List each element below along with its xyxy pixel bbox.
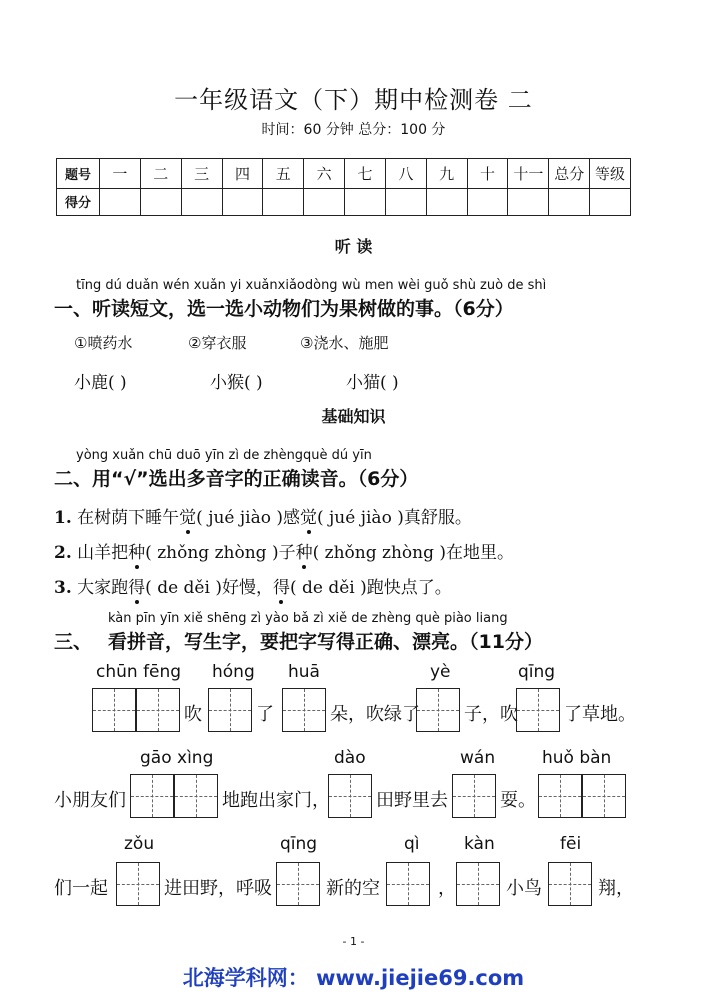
q2-polyphone: 觉 bbox=[179, 508, 197, 528]
q3-text: 耍。 bbox=[500, 790, 536, 811]
q3-text: 了 bbox=[256, 704, 274, 725]
q2-item-3 bbox=[54, 573, 452, 598]
q1-answer-cat[interactable]: 小猫( ) bbox=[346, 373, 399, 393]
pinyin-chun-feng: chūn fēng bbox=[96, 662, 182, 682]
q2-choice[interactable]: ( jué jiào )真舒服。 bbox=[317, 508, 472, 528]
score-cell[interactable] bbox=[385, 188, 426, 215]
q3-text: 地跑出家门， bbox=[222, 790, 330, 811]
q3-text: ， bbox=[438, 878, 456, 899]
q3-text: 翔， bbox=[598, 878, 634, 899]
score-col: 九 bbox=[426, 159, 467, 189]
q3-question: 看拼音，写生字，要把字写得正确、漂亮。（11分） bbox=[108, 631, 543, 653]
q2-item-number: 2. bbox=[54, 543, 72, 563]
q2-item-number: 1. bbox=[54, 508, 72, 528]
q3-text: 朵，吹绿了 bbox=[330, 704, 420, 725]
q2-text: 在树荫下睡午 bbox=[77, 508, 180, 528]
score-table-label-score: 得分 bbox=[57, 188, 100, 215]
q1-answer-monkey[interactable]: 小猴( ) bbox=[210, 373, 263, 393]
score-col: 等级 bbox=[590, 159, 631, 189]
score-cell[interactable] bbox=[590, 188, 631, 215]
q3-number: 三、 bbox=[54, 631, 93, 653]
page-number: - 1 - bbox=[342, 935, 365, 948]
score-col: 二 bbox=[140, 159, 181, 189]
score-cell[interactable] bbox=[467, 188, 508, 215]
exam-time-score: 时间：60 分钟 总分：100 分 bbox=[261, 122, 446, 138]
q3-text: 田野里去 bbox=[376, 790, 448, 811]
q1-option-2: ②穿衣服 bbox=[188, 334, 247, 352]
score-table-header-row bbox=[57, 159, 631, 189]
score-table-label-question: 题号 bbox=[57, 159, 100, 189]
score-cell[interactable] bbox=[140, 188, 181, 215]
score-col: 四 bbox=[222, 159, 263, 189]
q2-polyphone: 种 bbox=[128, 543, 146, 563]
score-cell[interactable] bbox=[100, 188, 141, 215]
q2-item-1 bbox=[54, 503, 472, 528]
q2-polyphone: 种 bbox=[295, 543, 313, 563]
q2-choice[interactable]: ( de děi )好慢， bbox=[145, 578, 273, 598]
q2-polyphone: 觉 bbox=[300, 508, 317, 528]
pinyin-ye: yè bbox=[430, 662, 451, 682]
page-title: 一年级语文（下）期中检测卷 二 bbox=[174, 86, 533, 114]
q2-question: 二、用“√”选出多音字的正确读音。（6分） bbox=[54, 468, 419, 490]
pinyin-fei: fēi bbox=[560, 834, 582, 854]
writing-box[interactable] bbox=[548, 862, 592, 906]
writing-box[interactable] bbox=[386, 862, 430, 906]
score-cell[interactable] bbox=[222, 188, 263, 215]
score-col: 五 bbox=[263, 159, 304, 189]
q2-choice[interactable]: ( de děi )跑快点了。 bbox=[289, 578, 452, 598]
pinyin-qi: qì bbox=[404, 834, 420, 854]
q2-choice[interactable]: ( zhǒng zhòng )在地里。 bbox=[312, 543, 514, 563]
score-col: 七 bbox=[345, 159, 386, 189]
q2-polyphone: 得 bbox=[128, 578, 146, 598]
writing-box[interactable] bbox=[130, 774, 174, 818]
q2-pinyin: yòng xuǎn chū duō yīn zì de zhèngquè dú yīn bbox=[76, 448, 372, 463]
writing-box[interactable] bbox=[276, 862, 320, 906]
score-col: 三 bbox=[181, 159, 222, 189]
score-cell[interactable] bbox=[181, 188, 222, 215]
score-cell[interactable] bbox=[426, 188, 467, 215]
q1-answer-deer[interactable]: 小鹿( ) bbox=[74, 373, 127, 393]
pinyin-zou: zǒu bbox=[124, 834, 155, 854]
score-col: 十一 bbox=[508, 159, 549, 189]
writing-box[interactable] bbox=[328, 774, 372, 818]
q3-text: 小鸟 bbox=[506, 878, 542, 899]
writing-box[interactable] bbox=[174, 774, 218, 818]
section-listen: 听 读 bbox=[334, 237, 373, 256]
score-cell[interactable] bbox=[304, 188, 345, 215]
q3-text: 吹 bbox=[184, 704, 202, 725]
q3-text: 们一起 bbox=[54, 878, 108, 899]
pinyin-hua: huā bbox=[288, 662, 320, 682]
writing-box[interactable] bbox=[452, 774, 496, 818]
writing-box[interactable] bbox=[136, 688, 180, 732]
q3-text: 新的空 bbox=[326, 878, 380, 899]
score-col: 总分 bbox=[549, 159, 590, 189]
score-col: 十 bbox=[467, 159, 508, 189]
score-cell[interactable] bbox=[508, 188, 549, 215]
writing-box[interactable] bbox=[516, 688, 560, 732]
pinyin-huo-ban: huǒ bàn bbox=[542, 748, 612, 768]
q3-text: 了草地。 bbox=[564, 704, 636, 725]
q3-text: 小朋友们 bbox=[54, 790, 126, 811]
q2-choice[interactable]: ( zhǒng zhòng )子 bbox=[145, 543, 296, 563]
pinyin-qing: qīng bbox=[518, 662, 556, 682]
q2-polyphone: 得 bbox=[272, 578, 290, 598]
writing-box[interactable] bbox=[92, 688, 136, 732]
writing-box[interactable] bbox=[282, 688, 326, 732]
pinyin-qing: qīng bbox=[280, 834, 318, 854]
score-table bbox=[56, 158, 631, 216]
writing-box[interactable] bbox=[116, 862, 160, 906]
q3-text: 进田野，呼吸 bbox=[164, 878, 272, 899]
section-basic: 基础知识 bbox=[321, 407, 386, 426]
q2-item-number: 3. bbox=[54, 578, 72, 598]
q1-option-3: ③浇水、施肥 bbox=[300, 334, 389, 352]
q1-pinyin: tīng dú duǎn wén xuǎn yi xuǎnxiǎodòng wù men wèi guǒ shù zuò de shì bbox=[76, 278, 547, 293]
footer-watermark[interactable]: 北海学科网： www.jiejie69.com bbox=[182, 966, 525, 990]
q2-text: 大家跑 bbox=[77, 578, 129, 598]
q1-question: 一、听读短文，选一选小动物们为果树做的事。（6分） bbox=[54, 298, 514, 320]
score-col: 八 bbox=[385, 159, 426, 189]
pinyin-wan: wán bbox=[460, 748, 496, 768]
score-cell[interactable] bbox=[345, 188, 386, 215]
pinyin-gao-xing: gāo xìng bbox=[140, 748, 214, 768]
q3-pinyin: kàn pīn yīn xiě shēng zì yào bǎ zì xiě de zhèng què piào liang bbox=[108, 611, 508, 626]
q2-choice[interactable]: ( jué jiào )感 bbox=[196, 508, 300, 528]
pinyin-kan: kàn bbox=[464, 834, 495, 854]
pinyin-dao: dào bbox=[334, 748, 366, 768]
q3-text: 子，吹 bbox=[464, 704, 518, 725]
score-cell[interactable] bbox=[549, 188, 590, 215]
score-cell[interactable] bbox=[263, 188, 304, 215]
q2-item-2 bbox=[54, 538, 514, 563]
pinyin-hong: hóng bbox=[212, 662, 255, 682]
writing-box[interactable] bbox=[538, 774, 582, 818]
q2-text: 山羊把 bbox=[77, 543, 129, 563]
q1-option-1: ①喷药水 bbox=[74, 334, 133, 352]
writing-box[interactable] bbox=[416, 688, 460, 732]
writing-box[interactable] bbox=[582, 774, 626, 818]
score-col: 六 bbox=[304, 159, 345, 189]
writing-box[interactable] bbox=[208, 688, 252, 732]
writing-box[interactable] bbox=[456, 862, 500, 906]
score-col: 一 bbox=[100, 159, 141, 189]
score-table-score-row bbox=[57, 188, 631, 215]
